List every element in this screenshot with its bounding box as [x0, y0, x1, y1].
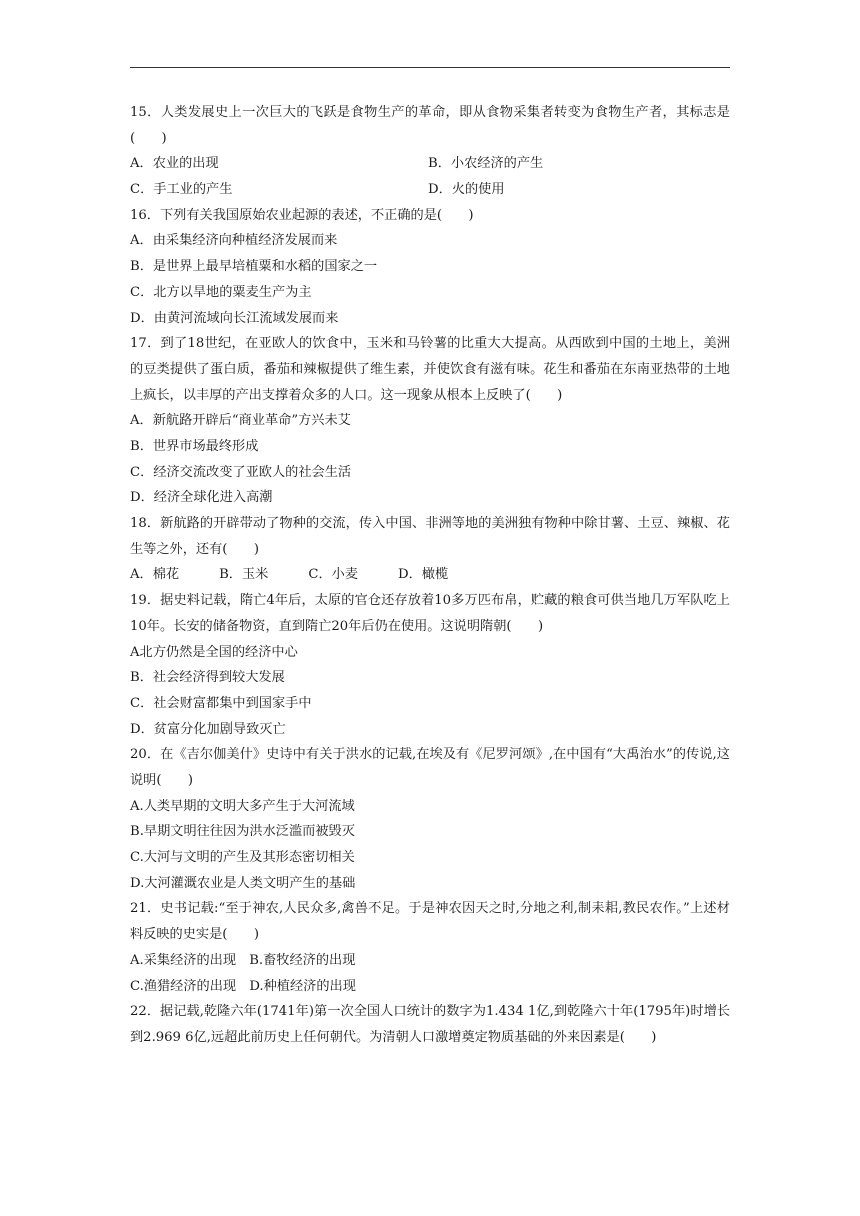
option-b: B.畜牧经济的出现 — [249, 952, 356, 968]
option-c: C.渔猎经济的出现 — [130, 978, 237, 994]
option-c: C．北方以旱地的粟麦生产为主 — [130, 284, 312, 300]
option-a: A．由采集经济向种植经济发展而来 — [130, 233, 338, 249]
option-a: A.人类早期的文明大多产生于大河流域 — [130, 798, 355, 814]
question-21-stem: 21．史书记载:“至于神农,人民众多,禽兽不足。于是神农因天之时,分地之利,制耒耜,教民农作。”上述材料反映的史实是( ) — [130, 901, 730, 943]
question-15-stem: 15．人类发展史上一次巨大的飞跃是食物生产的革命，即从食物采集者转变为食物生产者，其标志是( ) — [130, 105, 730, 146]
option-b: B．玉米 — [219, 567, 269, 583]
option-d: D．由黄河流域向长江流域发展而来 — [130, 310, 339, 326]
header-rule — [130, 67, 730, 68]
option-c: C．小麦 — [308, 567, 359, 583]
option-d: D.种植经济的出现 — [249, 978, 356, 994]
question-15-options — [130, 151, 730, 177]
question-18-stem: 18．新航路的开辟带动了物种的交流，传入中国、非洲等地的美洲独有物种中除甘薯、土豆、辣椒、花生等之外，还有( ) — [130, 516, 730, 557]
question-19-stem: 19．据史料记载，隋亡4年后，太原的官仓还存放着10多万匹布帛，贮藏的粮食可供当地几万军队吃上10年。长安的储备物资，直到隋亡20年后仍在使用。这说明隋朝( ) — [130, 593, 730, 634]
option-a: A．农业的出现 — [130, 156, 219, 172]
question-22-stem: 22．据记载,乾隆六年(1741年)第一次全国人口统计的数字为1.434 1亿,到乾隆六十年(1795年)时增长到2.969 6亿,远超此前历史上任何朝代。为清朝人口激增奠定物质基础的外来因素是( ) — [130, 1004, 730, 1045]
option-b: B．世界市场最终形成 — [130, 439, 259, 455]
option-c: C.大河与文明的产生及其形态密切相关 — [130, 850, 355, 866]
option-b: B．小农经济的产生 — [428, 156, 544, 172]
option-b: B．是世界上最早培植粟和水稻的国家之一 — [130, 259, 378, 275]
option-d: D．橄榄 — [398, 567, 449, 583]
option-a: A.采集经济的出现 — [130, 952, 237, 968]
option-d: D．贫富分化加剧导致灭亡 — [130, 721, 286, 737]
option-d: D．经济全球化进入高潮 — [130, 490, 273, 506]
question-18-options — [130, 562, 730, 588]
question-list — [130, 100, 730, 1051]
option-d: D.大河灌溉农业是人类文明产生的基础 — [130, 875, 356, 891]
question-21-options — [130, 948, 730, 974]
option-c: C．经济交流改变了亚欧人的社会生活 — [130, 464, 352, 480]
question-16-stem: 16．下列有关我国原始农业起源的表述，不正确的是( ) — [130, 207, 474, 223]
option-d: D．火的使用 — [428, 182, 505, 198]
option-b: B.早期文明往往因为洪水泛滥而被毁灭 — [130, 824, 355, 840]
question-20-stem: 20．在《吉尔伽美什》史诗中有关于洪水的记载,在埃及有《尼罗河颂》,在中国有“大禹治水”的传说,这说明( ) — [130, 747, 730, 789]
question-15-options-2 — [130, 177, 730, 203]
option-c: C．社会财富都集中到国家手中 — [130, 695, 312, 711]
option-b: B．社会经济得到较大发展 — [130, 670, 285, 686]
question-21-options-2 — [130, 974, 730, 1000]
option-c: C．手工业的产生 — [130, 182, 233, 198]
option-a: A．棉花 — [130, 567, 180, 583]
option-a: A．新航路开辟后“商业革命”方兴未艾 — [130, 413, 351, 429]
question-17-stem: 17．到了18世纪，在亚欧人的饮食中，玉米和马铃薯的比重大大提高。从西欧到中国的土地上，美洲的豆类提供了蛋白质，番茄和辣椒提供了维生素，并使饮食有滋有味。花生和番茄在东南亚热带的土地上疯长，以丰厚的产出支撑着众多的人口。这一现象从根本上反映了( ) — [130, 336, 730, 403]
option-a: A北方仍然是全国的经济中心 — [130, 644, 298, 660]
